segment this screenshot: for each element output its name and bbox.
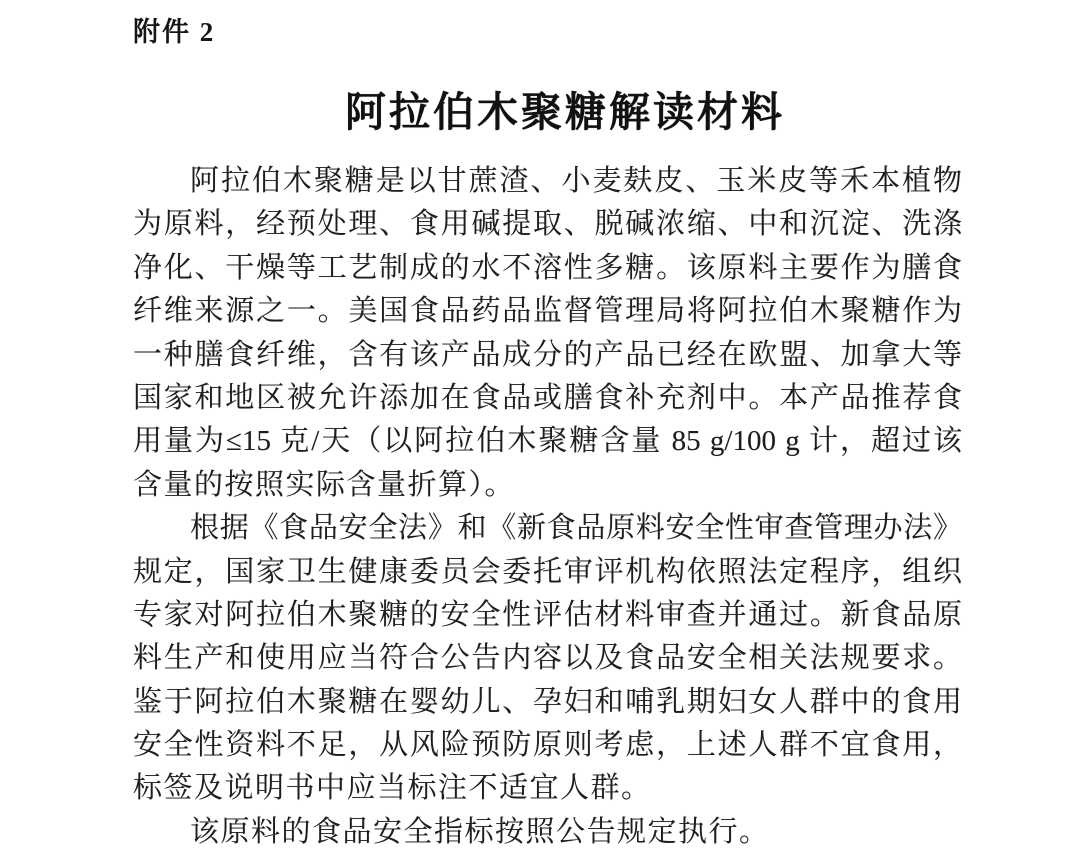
paragraph-1-line-2: 为原料，经预处理、食用碱提取、脱碱浓缩、中和沉淀、洗涤 <box>133 208 962 241</box>
paragraph-1-line-7: 用量为≤15 克/天（以阿拉伯木聚糖含量 85 g/100 g 计，超过该 <box>133 425 962 458</box>
paragraph-3-line-1: 该原料的食品安全指标按照公告规定执行。 <box>190 815 770 848</box>
document-title: 阿拉伯木聚糖解读材料 <box>345 89 785 135</box>
paragraph-1-line-6: 国家和地区被允许添加在食品或膳食补充剂中。本产品推荐食 <box>133 381 962 414</box>
paragraph-1-line-1: 阿拉伯木聚糖是以甘蔗渣、小麦麸皮、玉米皮等禾本植物 <box>190 165 962 197</box>
paragraph-3 <box>133 811 962 854</box>
paragraph-2-line-3: 专家对阿拉伯木聚糖的安全性评估材料审查并通过。新食品原 <box>133 598 962 631</box>
paragraph-1-line-8: 含量的按照实际含量折算）。 <box>133 468 516 501</box>
paragraph-2-line-5: 鉴于阿拉伯木聚糖在婴幼儿、孕妇和哺乳期妇女人群中的食用 <box>133 685 962 718</box>
paragraph-1 <box>133 160 962 507</box>
paragraph-2 <box>133 507 962 811</box>
paragraph-2-line-2: 规定，国家卫生健康委员会委托审评机构依照法定程序，组织 <box>133 555 962 588</box>
attachment-label: 附件 2 <box>133 17 216 47</box>
paragraph-2-line-7: 标签及说明书中应当标注不适宜人群。 <box>133 772 652 805</box>
paragraph-2-line-1: 根据《食品安全法》和《新食品原料安全性审查管理办法》 <box>190 512 962 545</box>
paragraph-1-line-4: 纤维来源之一。美国食品药品监督管理局将阿拉伯木聚糖作为 <box>133 295 962 328</box>
paragraph-1-line-5: 一种膳食纤维，含有该产品成分的产品已经在欧盟、加拿大等 <box>133 338 962 371</box>
paragraph-1-line-3: 净化、干燥等工艺制成的水不溶性多糖。该原料主要作为膳食 <box>133 251 962 284</box>
document-body <box>133 160 962 854</box>
paragraph-2-line-6: 安全性资料不足，从风险预防原则考虑，上述人群不宜食用， <box>133 729 962 762</box>
paragraph-2-line-4: 料生产和使用应当符合公告内容以及食品安全相关法规要求。 <box>133 642 962 675</box>
